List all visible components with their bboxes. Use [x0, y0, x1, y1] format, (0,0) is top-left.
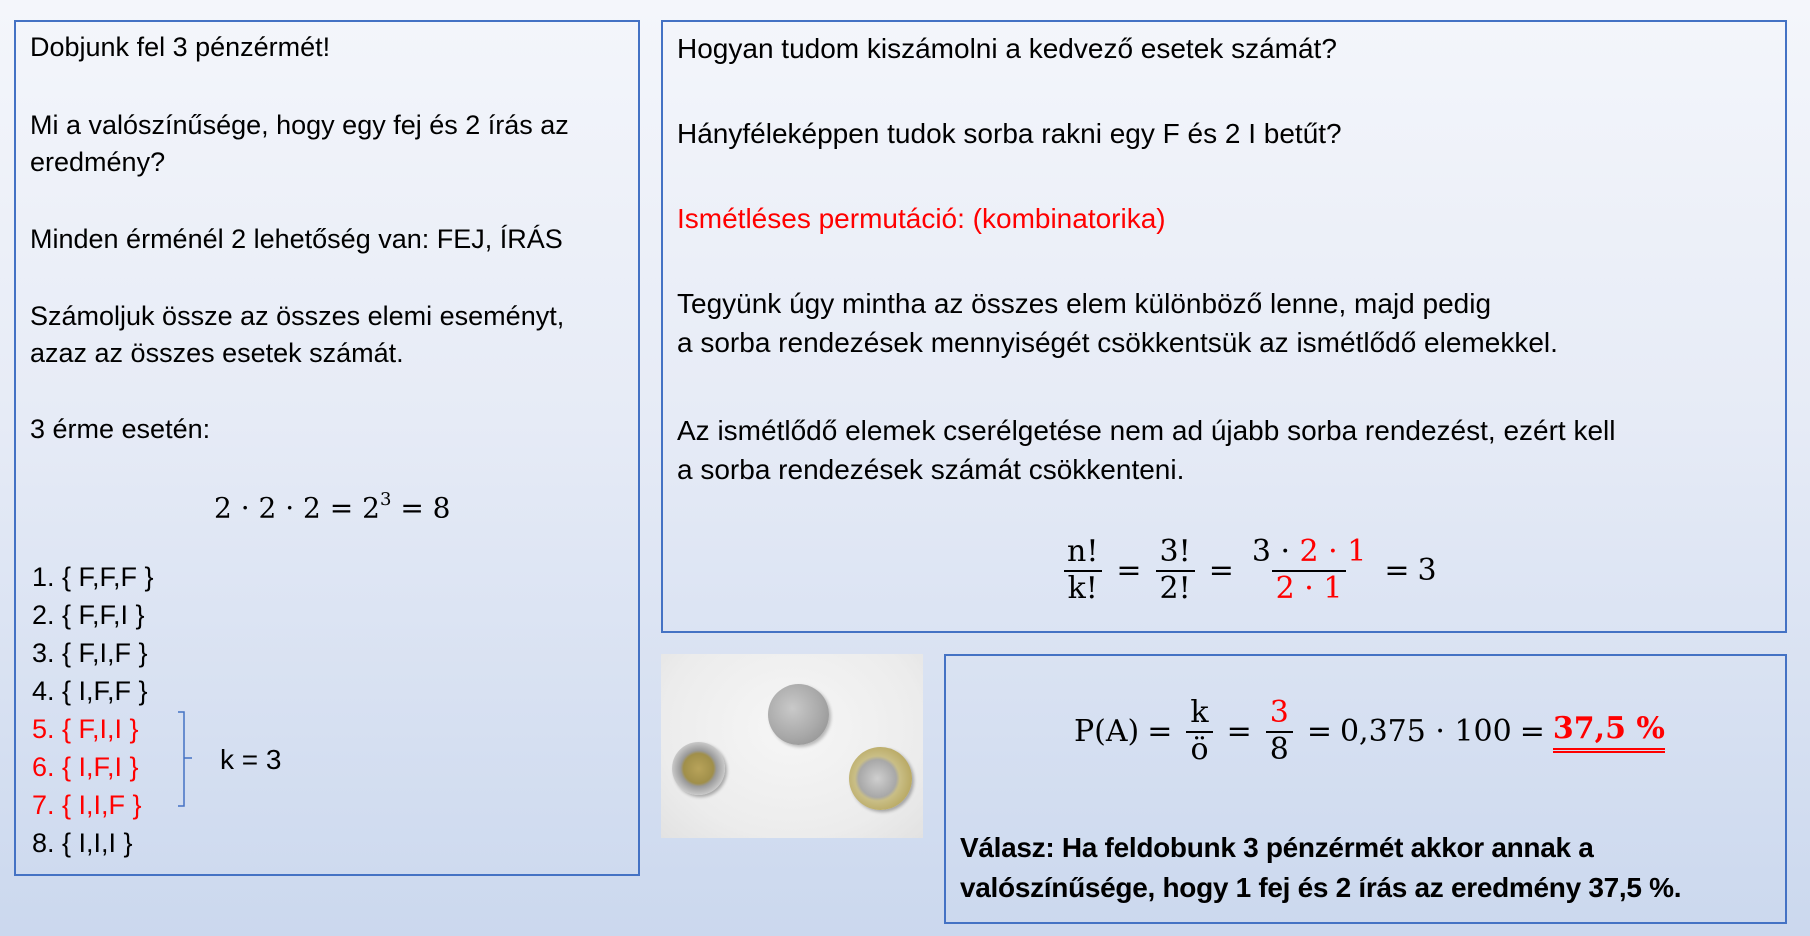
bimetal-coin-small-icon	[672, 742, 725, 795]
probability-calc: 0,375 · 100	[1339, 714, 1512, 749]
left-title: Dobjunk fel 3 pénzérmét!	[30, 32, 331, 62]
right-brace-icon	[176, 710, 196, 810]
explain-2-line-2: a sorba rendezések számát csökkenteni.	[677, 454, 1185, 485]
fraction-n-over-k: $\frac{n!}{k!}$	[1063, 535, 1102, 606]
answer-line-1: Válasz: Ha feldobunk 3 pénzérmét akkor annak a	[960, 832, 1594, 863]
count-line-1: Számoljuk össze az összes elemi eseményt,	[30, 301, 565, 331]
coins-photo	[661, 654, 923, 838]
fraction-3-over-8: $\frac{3}{8}$	[1266, 696, 1293, 767]
outcome-item: 1. { F,F,F }	[32, 562, 154, 592]
permutation-panel	[661, 20, 1787, 633]
total-cases-formula	[214, 484, 451, 526]
outcome-item: 3. { F,I,F }	[32, 638, 148, 668]
question-line-2: eredmény?	[30, 147, 166, 177]
options-text: Minden érménél 2 lehetőség van: FEJ, ÍRÁS	[30, 224, 563, 254]
explain-1-line-2: a sorba rendezések mennyiségét csökkentsük az ismétlődő elemekkel.	[677, 327, 1558, 358]
coins-label: 3 érme esetén:	[30, 414, 211, 444]
formula-lhs: 2 · 2 · 2 =	[214, 491, 354, 525]
question-1: Hogyan tudom kiszámolni a kedvező esetek számát?	[677, 33, 1337, 64]
permutation-formula: $\frac{n!}{k!}$ = $\frac{3!}{2!}$ = $\frac{3 \cdot 2 \cdot 1}{2 \cdot 1}$ = 3	[1057, 535, 1437, 606]
fraction-k-over-o: $\frac{k}{ö}$	[1186, 696, 1212, 767]
left-panel	[14, 20, 640, 876]
silver-coin-icon	[768, 684, 829, 745]
probability-lhs: P(A)	[1074, 714, 1140, 749]
outcome-item: 8. { I,I,I }	[32, 828, 133, 858]
outcome-item-favorable: 5. { F,I,I }	[32, 714, 139, 744]
heading-red: Ismétléses permutáció: (kombinatorika)	[677, 203, 1166, 234]
answer-line-2: valószínűsége, hogy 1 fej és 2 írás az eredmény 37,5 %.	[960, 872, 1682, 903]
probability-panel	[944, 654, 1787, 924]
permutation-result: 3	[1417, 553, 1437, 588]
k-label: k = 3	[220, 744, 282, 775]
fraction-3-over-2: $\frac{3!}{2!}$	[1156, 535, 1195, 606]
explain-2-line-1: Az ismétlődő elemek cserélgetése nem ad újabb sorba rendezést, ezért kell	[677, 415, 1616, 446]
outcome-item-favorable: 6. { I,F,I }	[32, 752, 139, 782]
explain-1-line-1: Tegyünk úgy mintha az összes elem különböző lenne, majd pedig	[677, 288, 1492, 319]
probability-formula: P(A) = $\frac{k}{ö}$ = $\frac{3}{8}$ = 0,375 · 100 = 37,5 %	[1074, 695, 1665, 767]
count-line-2: azaz az összes esetek számát.	[30, 338, 404, 368]
outcome-item: 4. { I,F,F }	[32, 676, 148, 706]
probability-result: 37,5 %	[1553, 711, 1665, 753]
formula-rhs: = 8	[400, 491, 451, 525]
bimetal-coin-large-icon	[849, 747, 912, 810]
formula-base: 2	[362, 491, 380, 525]
fraction-expanded: $\frac{3 \cdot 2 \cdot 1}{2 \cdot 1}$	[1251, 534, 1367, 606]
question-2: Hányféleképpen tudok sorba rakni egy F és 2 I betűt?	[677, 118, 1342, 149]
question-line-1: Mi a valószínűsége, hogy egy fej és 2 írás az	[30, 110, 569, 140]
outcome-item: 2. { F,F,I }	[32, 600, 145, 630]
outcome-item-favorable: 7. { I,I,F }	[32, 790, 142, 820]
formula-exponent: 3	[379, 489, 392, 510]
